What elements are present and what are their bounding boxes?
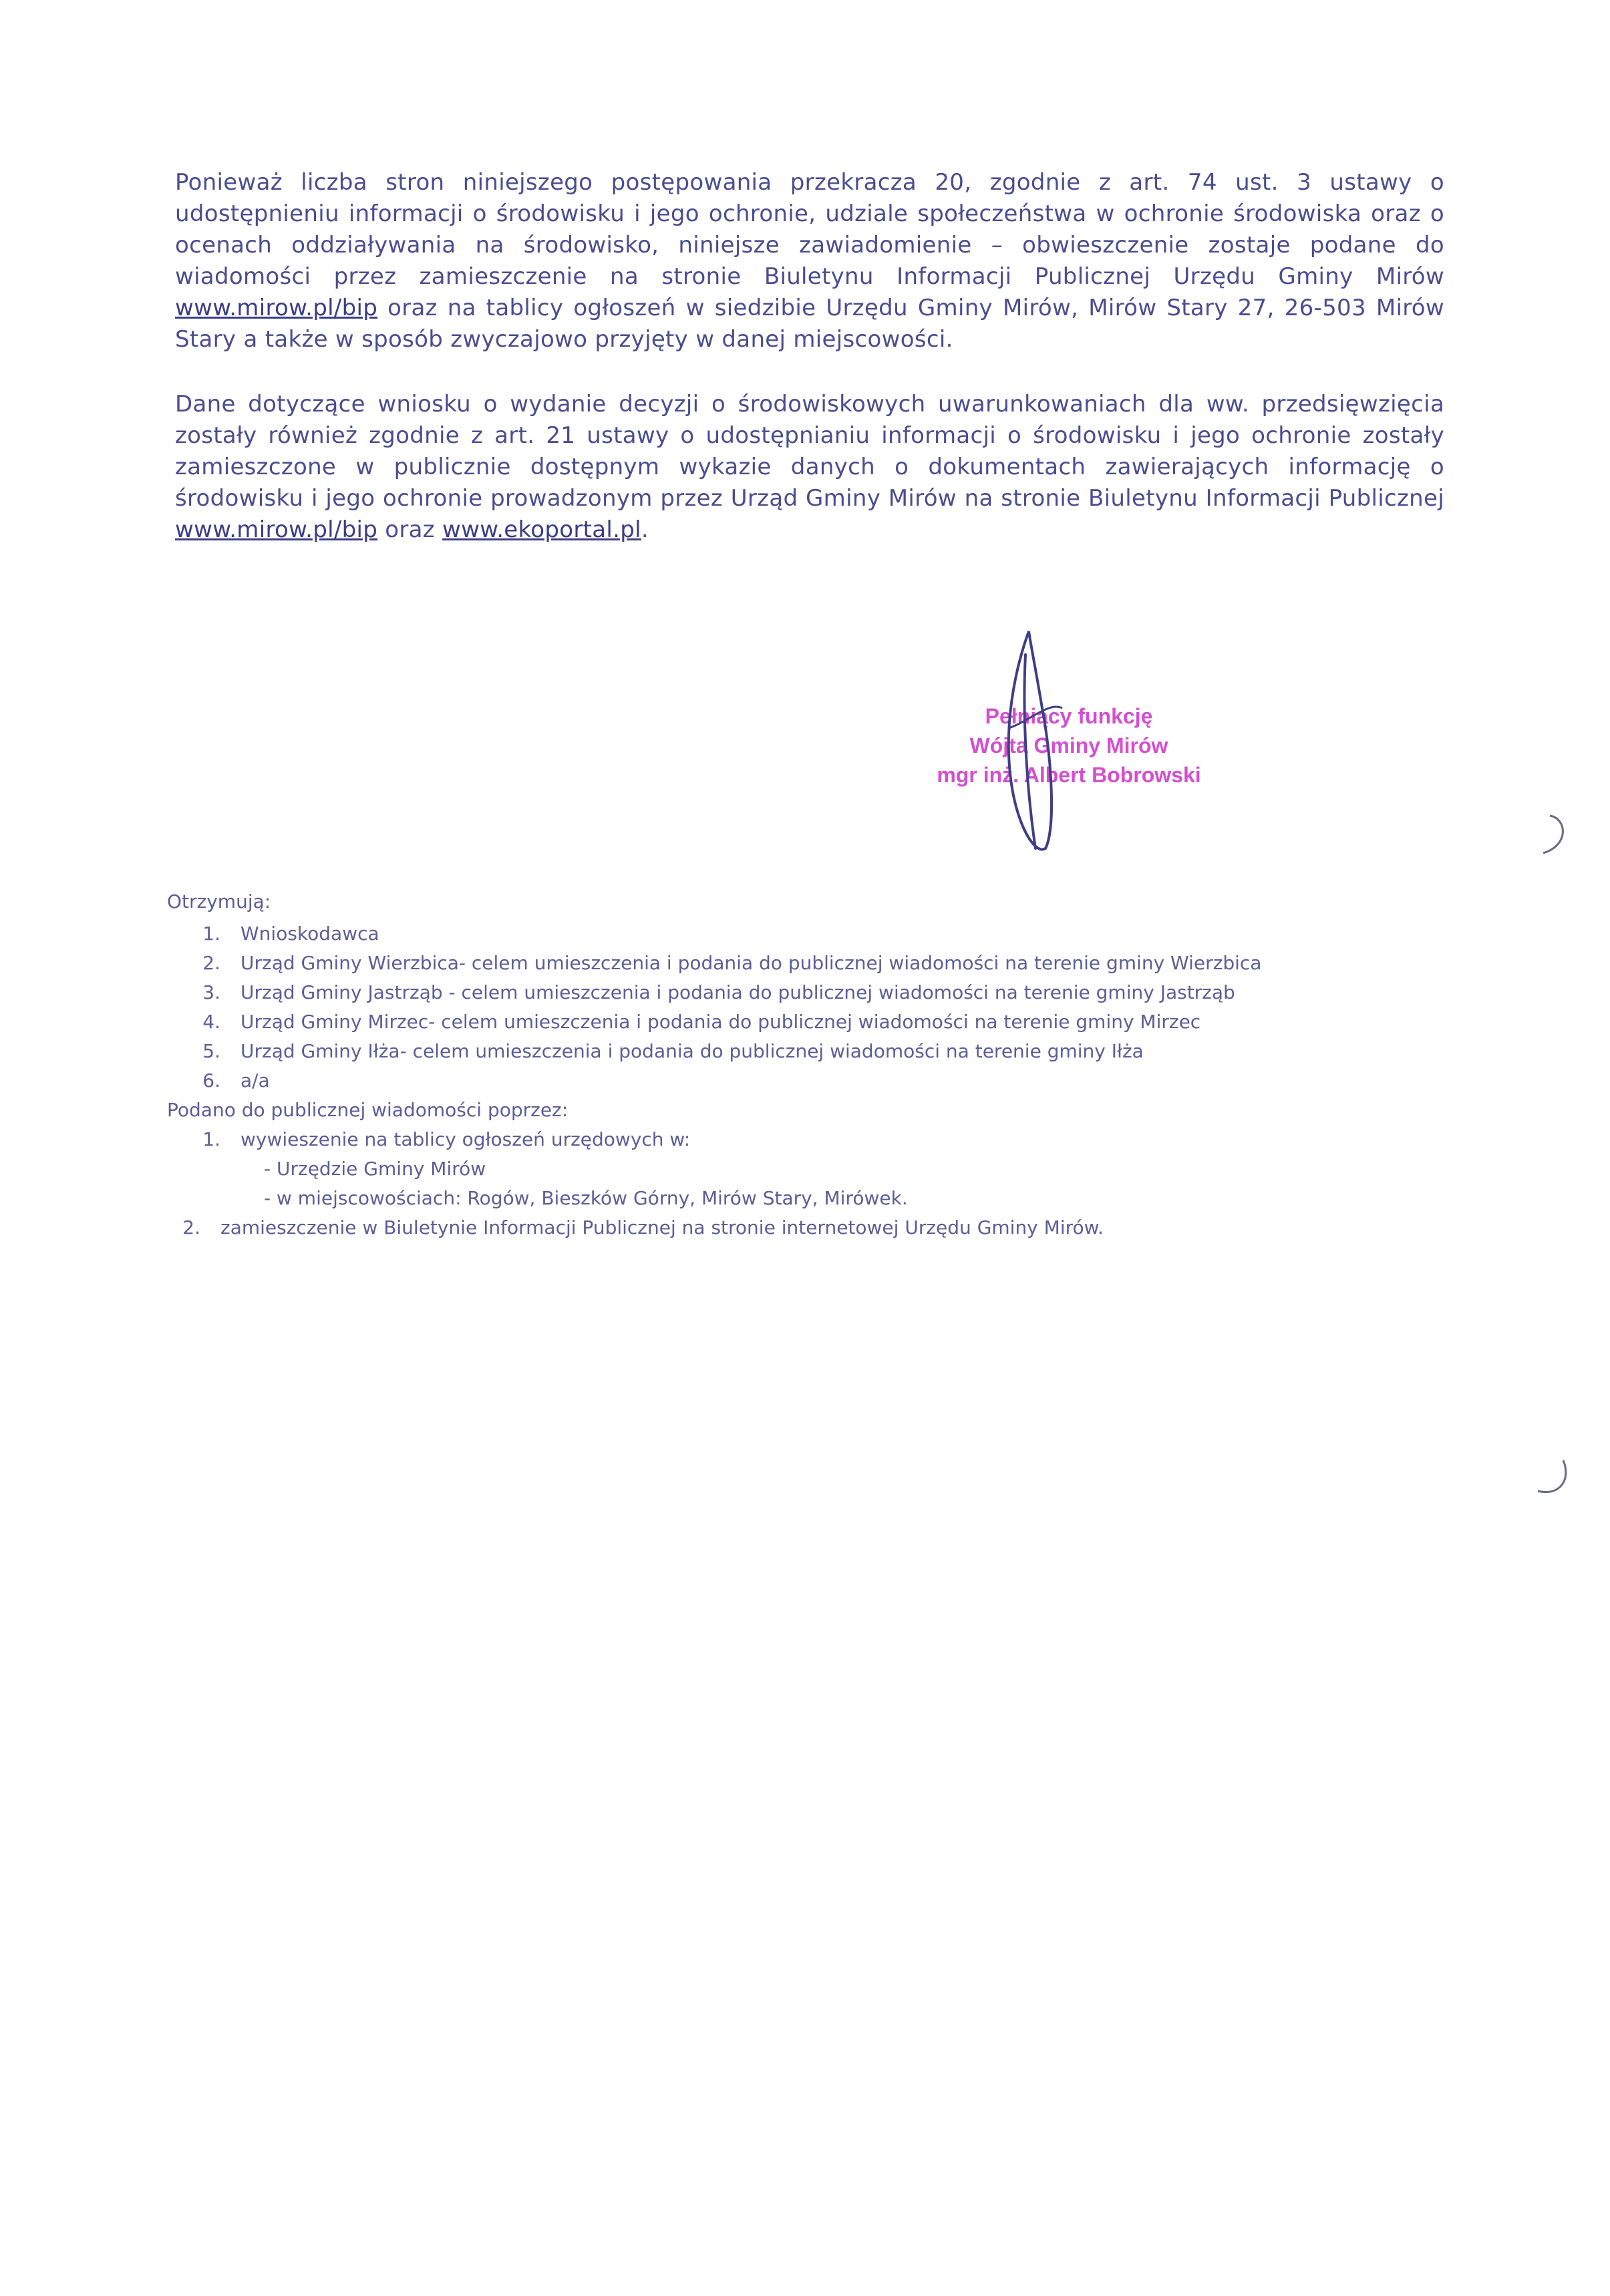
stamp-line-1: Pełniący funkcję xyxy=(985,704,1153,728)
recipient-item xyxy=(180,1066,270,1096)
recipient-number: 6. xyxy=(202,1070,220,1092)
publication-item xyxy=(160,1213,1104,1243)
recipient-number: 4. xyxy=(202,1011,220,1033)
paragraph-2-text: Dane dotyczące wniosku o wydanie decyzji o środowiskowych uwarunkowaniach dla ww. przedsięwzięcia zostały również zgodnie z art. 21 ustawy o udostępnianiu informacji o środowisku i jego ochronie zostały zamieszczone w publicznie dostępnym wykazie danych o dokumentach zawierających informację o środowisku i jego ochronie prowadzonym przez Urząd Gminy Mirów na stronie Biuletynu Informacji Publicznej xyxy=(175,391,1444,512)
paragraph-application-data xyxy=(175,389,1444,546)
recipient-item xyxy=(180,919,379,949)
handwritten-signature xyxy=(989,628,1069,868)
stamp-line-2: Wójta Gminy Mirów xyxy=(969,733,1168,758)
bip-link[interactable]: www.mirow.pl/bip xyxy=(175,295,378,321)
stamp-line-3: mgr inż. Albert Bobrowski xyxy=(937,763,1201,787)
recipient-number: 1. xyxy=(202,923,220,945)
publication-heading: Podano do publicznej wiadomości poprzez: xyxy=(167,1099,569,1121)
paragraph-2-end: . xyxy=(641,516,649,543)
recipient-text: Urząd Gminy Mirzec- celem umieszczenia i podania do publicznej wiadomości na terenie gminy Mirzec xyxy=(240,1011,1201,1033)
paragraph-1-text: Ponieważ liczba stron niniejszego postępowania przekracza 20, zgodnie z art. 74 ust. 3 ustawy o udostępnieniu informacji o środowisku i jego ochronie, udziale społeczeństwa w ochronie środowiska oraz o ocenach oddziaływania na środowisko, niniejsze zawiadomienie – obwieszczenie zostaje podane do wiadomości przez zamieszczenie na stronie Biuletynu Informacji Publicznej Urzędu Gminy Mirów xyxy=(175,169,1444,290)
recipient-text: Urząd Gminy Wierzbica- celem umieszczenia i podania do publicznej wiadomości na terenie gminy Wierzbica xyxy=(240,952,1262,974)
recipient-item xyxy=(180,978,1235,1007)
publication-text: wywieszenie na tablicy ogłoszeń urzędowych w: xyxy=(240,1128,691,1150)
publication-subitem: - Urzędzie Gminy Mirów xyxy=(264,1158,486,1180)
recipient-number: 3. xyxy=(202,981,220,1003)
paragraph-2-connector: oraz xyxy=(385,516,435,543)
publication-item xyxy=(180,1125,690,1154)
ekoportal-link[interactable]: www.ekoportal.pl xyxy=(442,516,641,543)
recipient-item xyxy=(180,949,1261,978)
publication-text: zamieszczenie w Biuletynie Informacji Publicznej na stronie internetowej Urzędu Gminy Mirów. xyxy=(220,1216,1104,1239)
recipient-text: Urząd Gminy Jastrząb - celem umieszczenia i podania do publicznej wiadomości na terenie gminy Jastrząb xyxy=(240,981,1235,1003)
recipient-number: 5. xyxy=(202,1040,220,1062)
paragraph-1-text-after: oraz na tablicy ogłoszeń w siedzibie Urzędu Gminy Mirów, Mirów Stary 27, 26-503 Mirów Stary a także w sposób zwyczajowo przyjęty w danej miejscowości. xyxy=(175,295,1445,353)
publication-subitem: - w miejscowościach: Rogów, Bieszków Górny, Mirów Stary, Mirówek. xyxy=(264,1187,908,1209)
publication-number: 2. xyxy=(182,1216,200,1239)
recipient-item xyxy=(180,1007,1200,1037)
recipient-text: a/a xyxy=(240,1070,270,1092)
publication-number: 1. xyxy=(202,1128,220,1150)
punch-hole-mark xyxy=(1530,1456,1577,1503)
recipient-number: 2. xyxy=(202,952,220,974)
bip-link-2[interactable]: www.mirow.pl/bip xyxy=(175,516,378,543)
recipient-text: Wnioskodawca xyxy=(240,923,379,945)
paragraph-publication-notice xyxy=(175,167,1444,355)
recipient-text: Urząd Gminy Iłża- celem umieszczenia i podania do publicznej wiadomości na terenie gminy Iłża xyxy=(240,1040,1144,1062)
recipient-item xyxy=(180,1037,1144,1066)
official-stamp xyxy=(895,701,1243,790)
recipients-heading: Otrzymują: xyxy=(167,890,271,913)
punch-hole-mark xyxy=(1530,812,1577,858)
